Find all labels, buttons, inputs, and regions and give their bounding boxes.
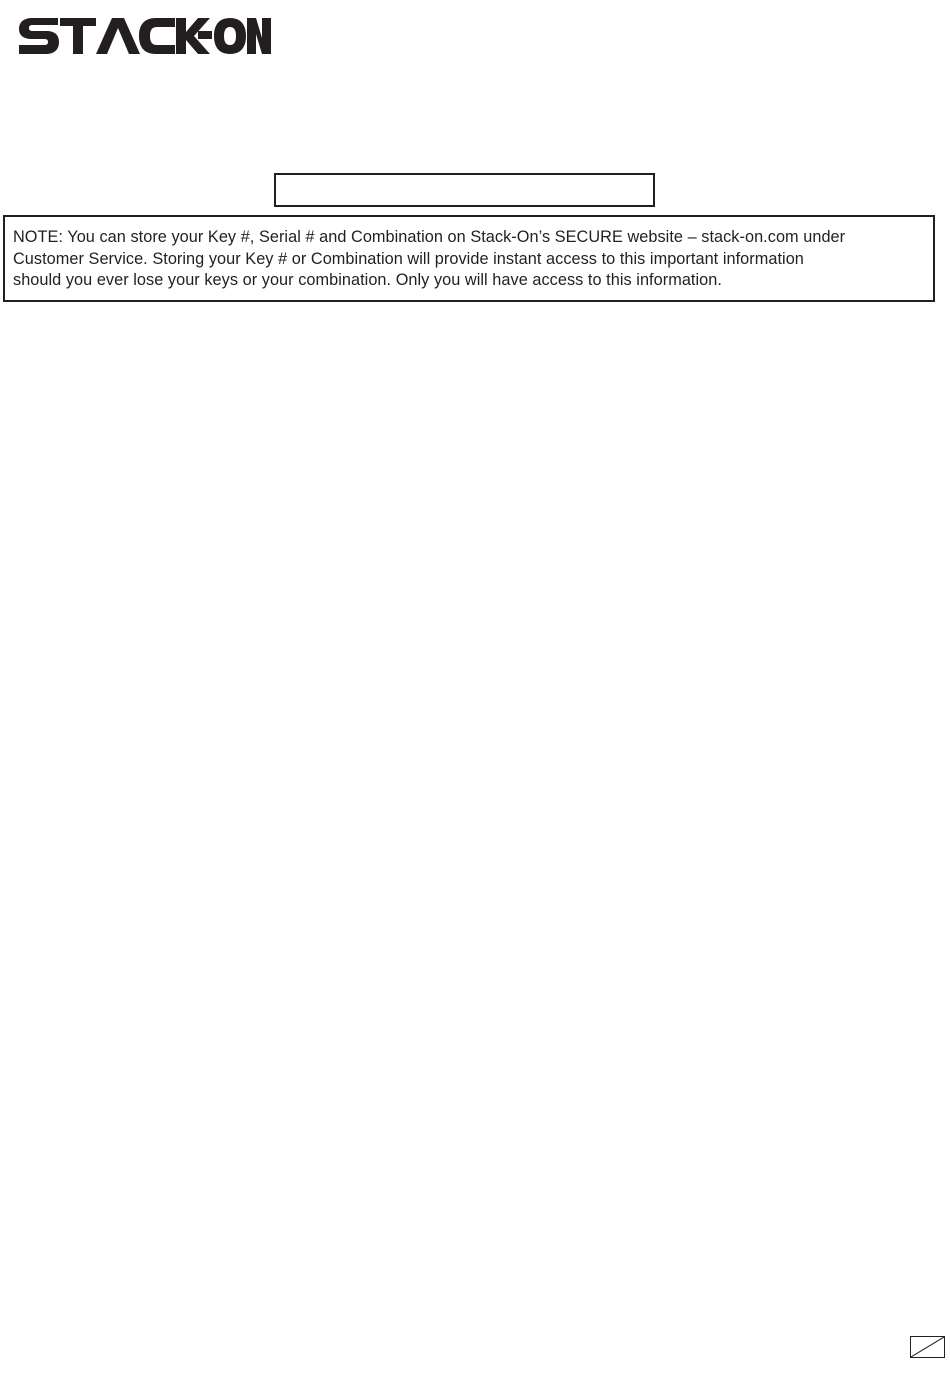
note-box xyxy=(3,215,935,302)
stack-on-logo xyxy=(18,14,272,58)
key-number-field xyxy=(274,173,655,207)
note-text: NOTE: You can store your Key #, Serial # and Combination on Stack-On’s SECURE website – stack-on.com under Customer Service. Storing your Key # or Combination will provide instant access to this important information should you ever lose your keys or your combination. Only you will have access to this information. xyxy=(13,228,846,290)
diagonal-slash-icon xyxy=(911,1337,944,1357)
page-corner-box xyxy=(910,1336,945,1358)
